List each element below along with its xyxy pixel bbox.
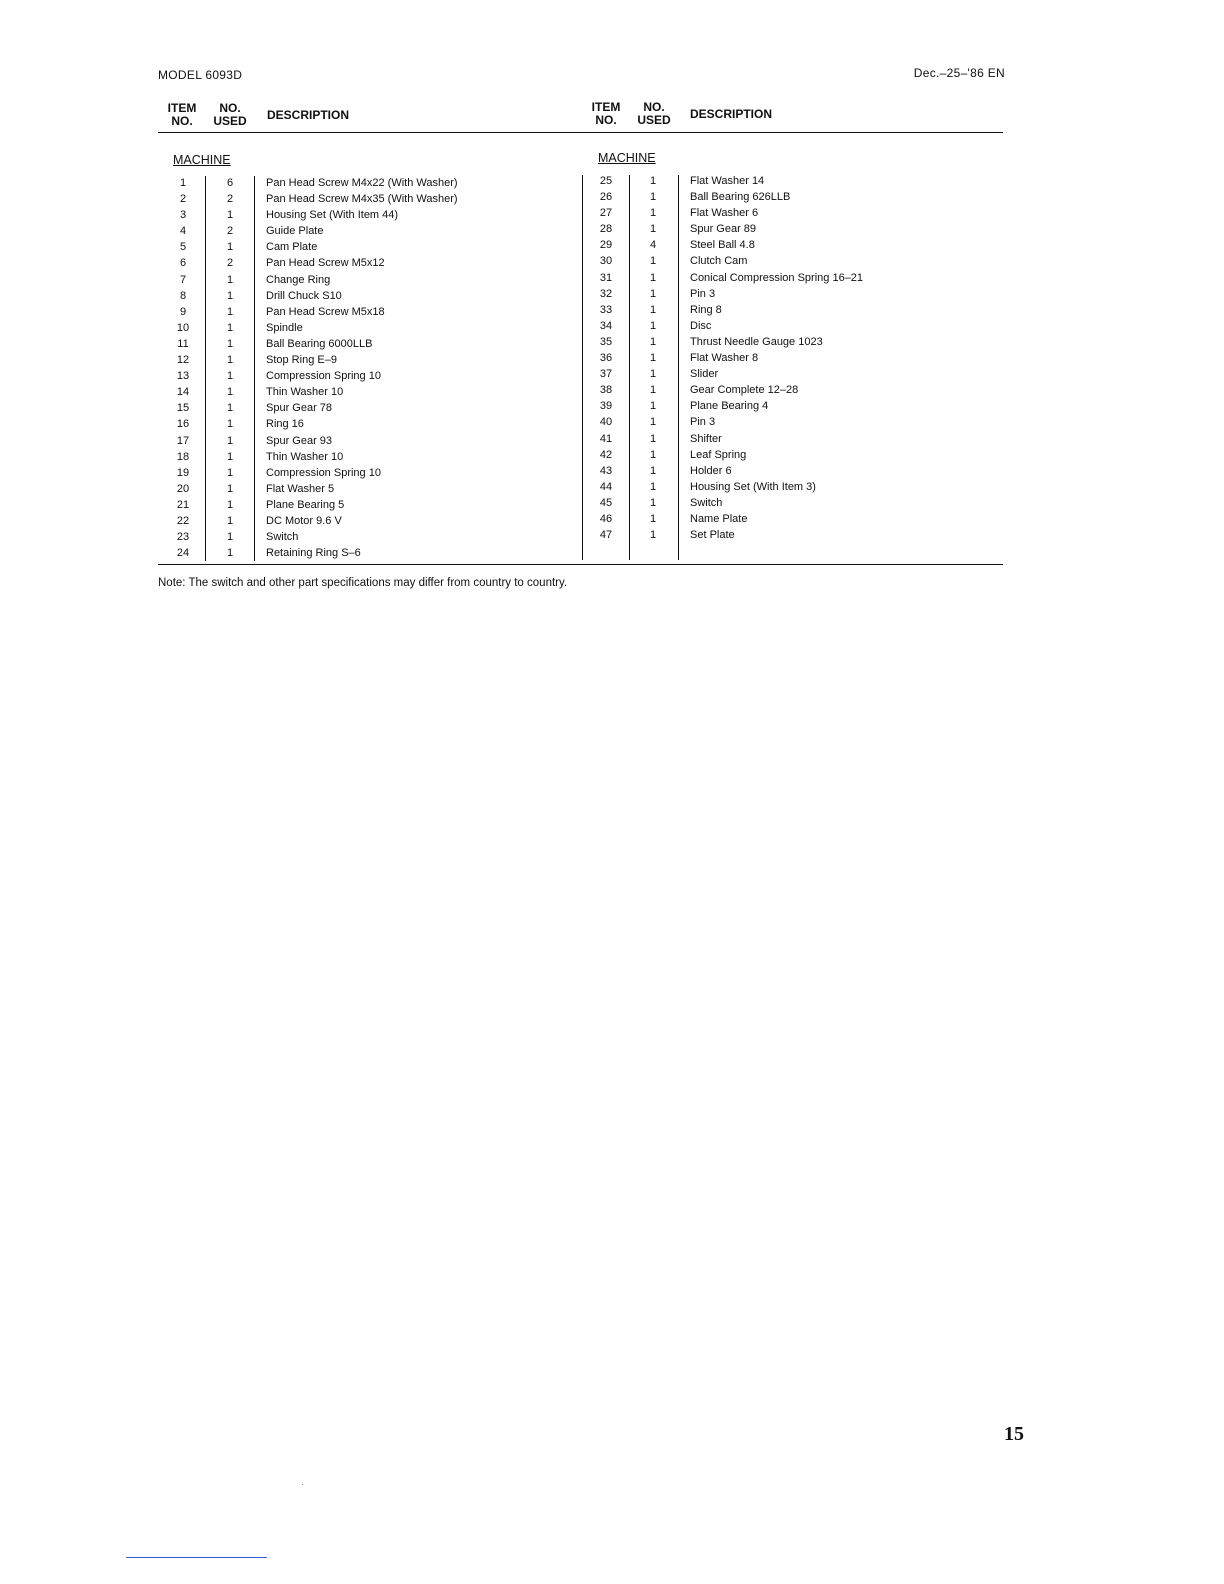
part-description: Flat Washer 5 [266,482,335,495]
part-description: Flat Washer 14 [690,175,765,187]
part-description: Ball Bearing 626LLB [690,191,791,204]
part-description: Clutch Cam [690,255,748,268]
header-no-used-left [210,102,250,128]
item-number: 8 [179,289,187,302]
part-description: Plane Bearing 4 [690,400,769,413]
part-description: Compression Spring 10 [266,466,381,479]
quantity-used: 1 [649,400,657,413]
quantity-used: 1 [226,402,234,415]
quantity-used: 1 [226,209,234,222]
item-number: 3 [179,209,187,222]
quantity-used: 1 [649,319,657,332]
item-number: 7 [179,273,187,286]
quantity-used: 1 [649,464,657,477]
item-number: 12 [176,354,190,367]
quantity-used: 1 [649,368,657,381]
item-number: 46 [599,512,613,525]
item-number: 38 [599,384,613,397]
part-description: Spur Gear 78 [266,402,333,415]
item-number: 43 [599,464,613,477]
quantity-used: 1 [226,531,234,544]
part-description: Ring 8 [690,303,722,316]
item-number: 17 [176,434,190,447]
item-number: 32 [599,287,613,300]
item-number: 10 [176,321,190,334]
item-number: 11 [177,337,189,350]
quantity-used: 1 [649,271,657,284]
item-number: 33 [599,303,613,316]
part-description: Holder 6 [690,464,732,477]
quantity-used: 1 [226,241,234,254]
quantity-used: 1 [649,223,657,236]
quantity-used: 1 [226,450,234,463]
column-divider [582,175,583,560]
item-number: 30 [599,255,613,268]
quantity-used: 1 [649,207,657,220]
item-number: 37 [599,368,613,381]
quantity-used: 1 [226,354,234,367]
header-item-no-line1: ITEM [591,100,621,114]
header-no-used-line1: NO. [643,100,665,114]
item-number: 42 [599,448,613,461]
page-number: 15 [1004,1423,1024,1445]
item-number: 41 [599,432,613,445]
item-number: 36 [599,352,613,365]
item-number: 22 [176,514,190,527]
part-description: Switch [690,496,723,509]
quantity-used: 1 [226,289,234,302]
part-description: Change Ring [266,273,331,286]
quantity-used: 6 [226,177,234,189]
quantity-used: 1 [226,305,234,318]
item-number: 5 [179,241,187,254]
item-number: 39 [599,400,613,413]
part-description: Switch [266,531,299,544]
part-description: Drill Chuck S10 [266,289,342,302]
part-description: Slider [690,368,719,381]
quantity-used: 1 [649,303,657,316]
quantity-used: 1 [649,496,657,509]
quantity-used: 2 [226,193,234,206]
part-description: Gear Complete 12–28 [690,384,799,397]
part-description: Leaf Spring [690,448,747,461]
item-number: 2 [179,193,187,206]
quantity-used: 1 [649,432,657,445]
part-description: Name Plate [690,512,748,525]
quantity-used: 2 [226,257,234,270]
part-description: Pin 3 [690,287,716,300]
quantity-used: 1 [649,191,657,204]
part-description: Pan Head Screw M4x22 (With Washer) [266,177,458,189]
header-item-no-line2: NO. [595,113,617,127]
part-description: Cam Plate [266,241,318,254]
part-description: Disc [690,319,712,332]
column-divider [678,175,679,560]
quantity-used: 1 [226,482,234,495]
part-description: Ball Bearing 6000LLB [266,337,373,350]
item-number: 20 [176,482,190,495]
header-rule [158,132,1003,133]
header-item-no-right [584,101,628,127]
revision-date: Dec.–25–'86 EN [913,66,1005,80]
part-description: Ring 16 [266,418,304,431]
item-number: 34 [599,319,613,332]
quantity-used: 1 [649,416,657,429]
quantity-used: 1 [649,287,657,300]
quantity-used: 1 [226,466,234,479]
model-label: MODEL 6093D [158,68,243,82]
item-number: 13 [176,370,190,383]
quantity-used: 1 [649,480,657,493]
section-label-right: MACHINE [598,151,656,165]
item-number: 47 [599,529,613,542]
item-number: 15 [176,402,190,415]
item-number: 44 [599,480,613,493]
header-description-right: DESCRIPTION [690,107,773,121]
header-item-no-line1: ITEM [167,101,197,115]
part-description: Thin Washer 10 [266,450,344,463]
header-no-used-line1: NO. [219,101,241,115]
part-description: Spindle [266,321,303,334]
quantity-used: 1 [226,321,234,334]
item-number: 9 [179,305,187,318]
quantity-used: 1 [226,498,234,511]
part-description: Guide Plate [266,225,324,238]
quantity-used: 1 [226,337,234,350]
item-number: 4 [179,225,187,238]
part-description: Pan Head Screw M4x35 (With Washer) [266,193,458,206]
header-no-used-line2: USED [637,113,671,127]
part-description: DC Motor 9.6 V [266,514,342,527]
part-description: Flat Washer 6 [690,207,759,220]
item-number: 1 [179,177,187,189]
quantity-used: 1 [226,514,234,527]
quantity-used: 4 [649,239,657,252]
item-number: 45 [599,496,613,509]
quantity-used: 1 [649,448,657,461]
part-description: Compression Spring 10 [266,370,381,383]
header-no-used-right [634,101,674,127]
part-description: Housing Set (With Item 3) [690,480,816,493]
quantity-used: 1 [226,386,234,399]
item-number: 40 [599,416,613,429]
item-number: 23 [176,531,190,544]
part-description: Spur Gear 93 [266,434,333,447]
quantity-used: 1 [649,255,657,268]
quantity-used: 1 [649,175,657,187]
quantity-used: 1 [649,529,657,542]
header-description-left: DESCRIPTION [267,108,350,122]
quantity-used: 1 [226,418,234,431]
part-description: Flat Washer 8 [690,352,759,365]
part-description: Pan Head Screw M5x18 [266,305,385,318]
scan-speck [302,1484,303,1485]
quantity-used: 1 [649,352,657,365]
part-description: Retaining Ring S–6 [266,547,361,560]
part-description: Stop Ring E–9 [266,354,337,367]
part-description: Housing Set (With Item 44) [266,209,399,222]
quantity-used: 2 [226,225,234,238]
item-number: 27 [599,207,613,220]
column-divider [254,176,255,561]
header-item-no-line2: NO. [171,114,193,128]
item-number: 26 [599,191,613,204]
item-number: 24 [176,547,190,560]
header-no-used-line2: USED [213,114,247,128]
column-divider [205,176,206,561]
footnote: Note: The switch and other part specifications may differ from country to country. [158,577,568,589]
item-number: 25 [599,175,613,187]
quantity-used: 1 [226,434,234,447]
quantity-used: 1 [649,335,657,348]
part-description: Pin 3 [690,416,716,429]
item-number: 21 [176,498,190,511]
column-divider [629,175,630,560]
item-number: 6 [179,257,187,270]
item-number: 19 [176,466,190,479]
quantity-used: 1 [226,370,234,383]
part-description: Steel Ball 4.8 [690,239,755,252]
part-description: Set Plate [690,529,735,542]
section-label-left: MACHINE [173,153,231,167]
part-description: Shifter [690,432,722,445]
item-number: 31 [599,271,613,284]
table-bottom-rule [158,564,1003,565]
item-number: 29 [599,239,613,252]
part-description: Thin Washer 10 [266,386,344,399]
item-number: 35 [599,335,613,348]
part-description: Pan Head Screw M5x12 [266,257,385,270]
part-description: Thrust Needle Gauge 1023 [690,335,823,348]
item-number: 28 [599,223,613,236]
part-description: Conical Compression Spring 16–21 [690,271,864,284]
quantity-used: 1 [226,273,234,286]
part-description: Spur Gear 89 [690,223,757,236]
item-number: 14 [176,386,190,399]
quantity-used: 1 [649,512,657,525]
part-description: Plane Bearing 5 [266,498,345,511]
footer-line [126,1557,267,1558]
item-number: 18 [176,450,190,463]
header-item-no-left [160,102,204,128]
item-number: 16 [176,418,190,431]
quantity-used: 1 [649,384,657,397]
quantity-used: 1 [226,547,234,560]
